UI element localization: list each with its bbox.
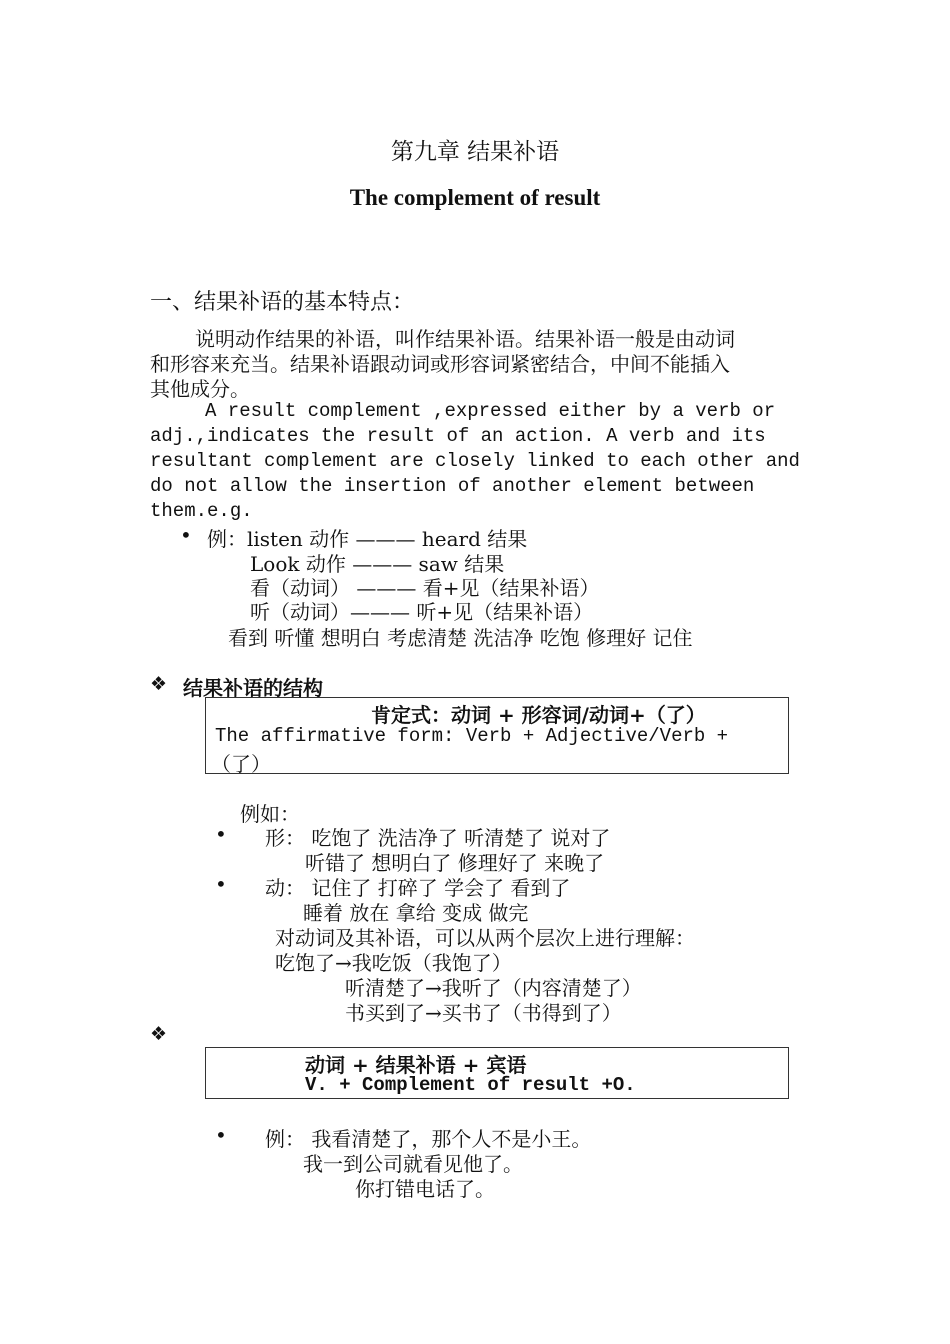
object-form-box — [205, 1047, 789, 1099]
affirmative-en: The affirmative form: Verb + Adjective/Verb + — [215, 725, 729, 747]
example-line-3: 看（动词） ——— 看+见（结果补语） — [250, 576, 600, 600]
bullet: • — [215, 872, 227, 896]
object-example-2: 我一到公司就看见他了。 — [303, 1152, 523, 1176]
object-form-en: V. + Complement of result +O. — [305, 1074, 636, 1096]
para-zh-line-2: 和形容来充当。结果补语跟动词或形容词紧密结合，中间不能插入 — [150, 352, 730, 376]
chapter-title-en: The complement of result — [349, 185, 601, 210]
understanding-example-3: 书买到了→买书了（书得到了） — [345, 1001, 622, 1025]
para-en-line-5: them.e.g. — [150, 500, 253, 522]
para-en-line-2: adj.,indicates the result of an action. A verb and its — [150, 425, 766, 447]
structure-heading: 结果补语的结构 — [183, 676, 323, 700]
understanding-note: 对动词及其补语，可以从两个层次上进行理解： — [275, 926, 695, 950]
para-en-line-3: resultant complement are closely linked to each other and — [150, 450, 800, 472]
understanding-example-2: 听清楚了→我听了（内容清楚了） — [345, 976, 642, 1000]
object-example-3: 你打错电话了。 — [355, 1177, 495, 1201]
para-en-line-1: A result complement ,expressed either by a verb or — [205, 400, 776, 422]
understanding-example-1: 吃饱了→我吃饭（我饱了） — [275, 951, 512, 975]
bullet: • — [215, 1123, 227, 1147]
verb-examples-row-1: 动： 记住了 打碎了 学会了 看到了 — [265, 876, 571, 900]
section-heading-features: 一、结果补语的基本特点： — [150, 290, 415, 315]
example-line-2: Look 动作 ——— saw 结果 — [250, 552, 505, 576]
adj-examples-row-2: 听错了 想明白了 修理好了 来晚了 — [305, 851, 605, 875]
object-example-1: 例： 我看清楚了，那个人不是小王。 — [265, 1127, 592, 1151]
bullet: • — [215, 822, 227, 846]
affirmative-form-box — [205, 697, 789, 774]
verb-examples-row-2: 睡着 放在 拿给 变成 做完 — [303, 901, 529, 925]
para-zh-line-1: 说明动作结果的补语，叫作结果补语。结果补语一般是由动词 — [195, 327, 735, 351]
bullet: • — [180, 523, 192, 547]
para-en-line-4: do not allow the insertion of another element between — [150, 475, 755, 497]
chapter-title-zh: 第九章 结果补语 — [390, 139, 560, 165]
affirmative-zh: 肯定式：动词 + 形容词/动词+（了） — [371, 703, 706, 727]
object-form-zh: 动词 + 结果补语 + 宾语 — [305, 1053, 527, 1077]
example-line-1: 例：listen 动作 ——— heard 结果 — [207, 527, 528, 551]
adj-examples-row-1: 形： 吃饱了 洗洁净了 听清楚了 说对了 — [265, 826, 611, 850]
diamond-bullet-icon: ❖ — [150, 673, 168, 695]
example-words: 看到 听懂 想明白 考虑清楚 洗洁净 吃饱 修理好 记住 — [228, 626, 693, 650]
example-label: 例如： — [240, 802, 300, 826]
example-line-4: 听（动词）——— 听+见（结果补语） — [250, 600, 594, 624]
affirmative-le: （了） — [211, 752, 271, 776]
diamond-bullet-icon: ❖ — [150, 1023, 168, 1045]
para-zh-line-3: 其他成分。 — [150, 377, 250, 401]
